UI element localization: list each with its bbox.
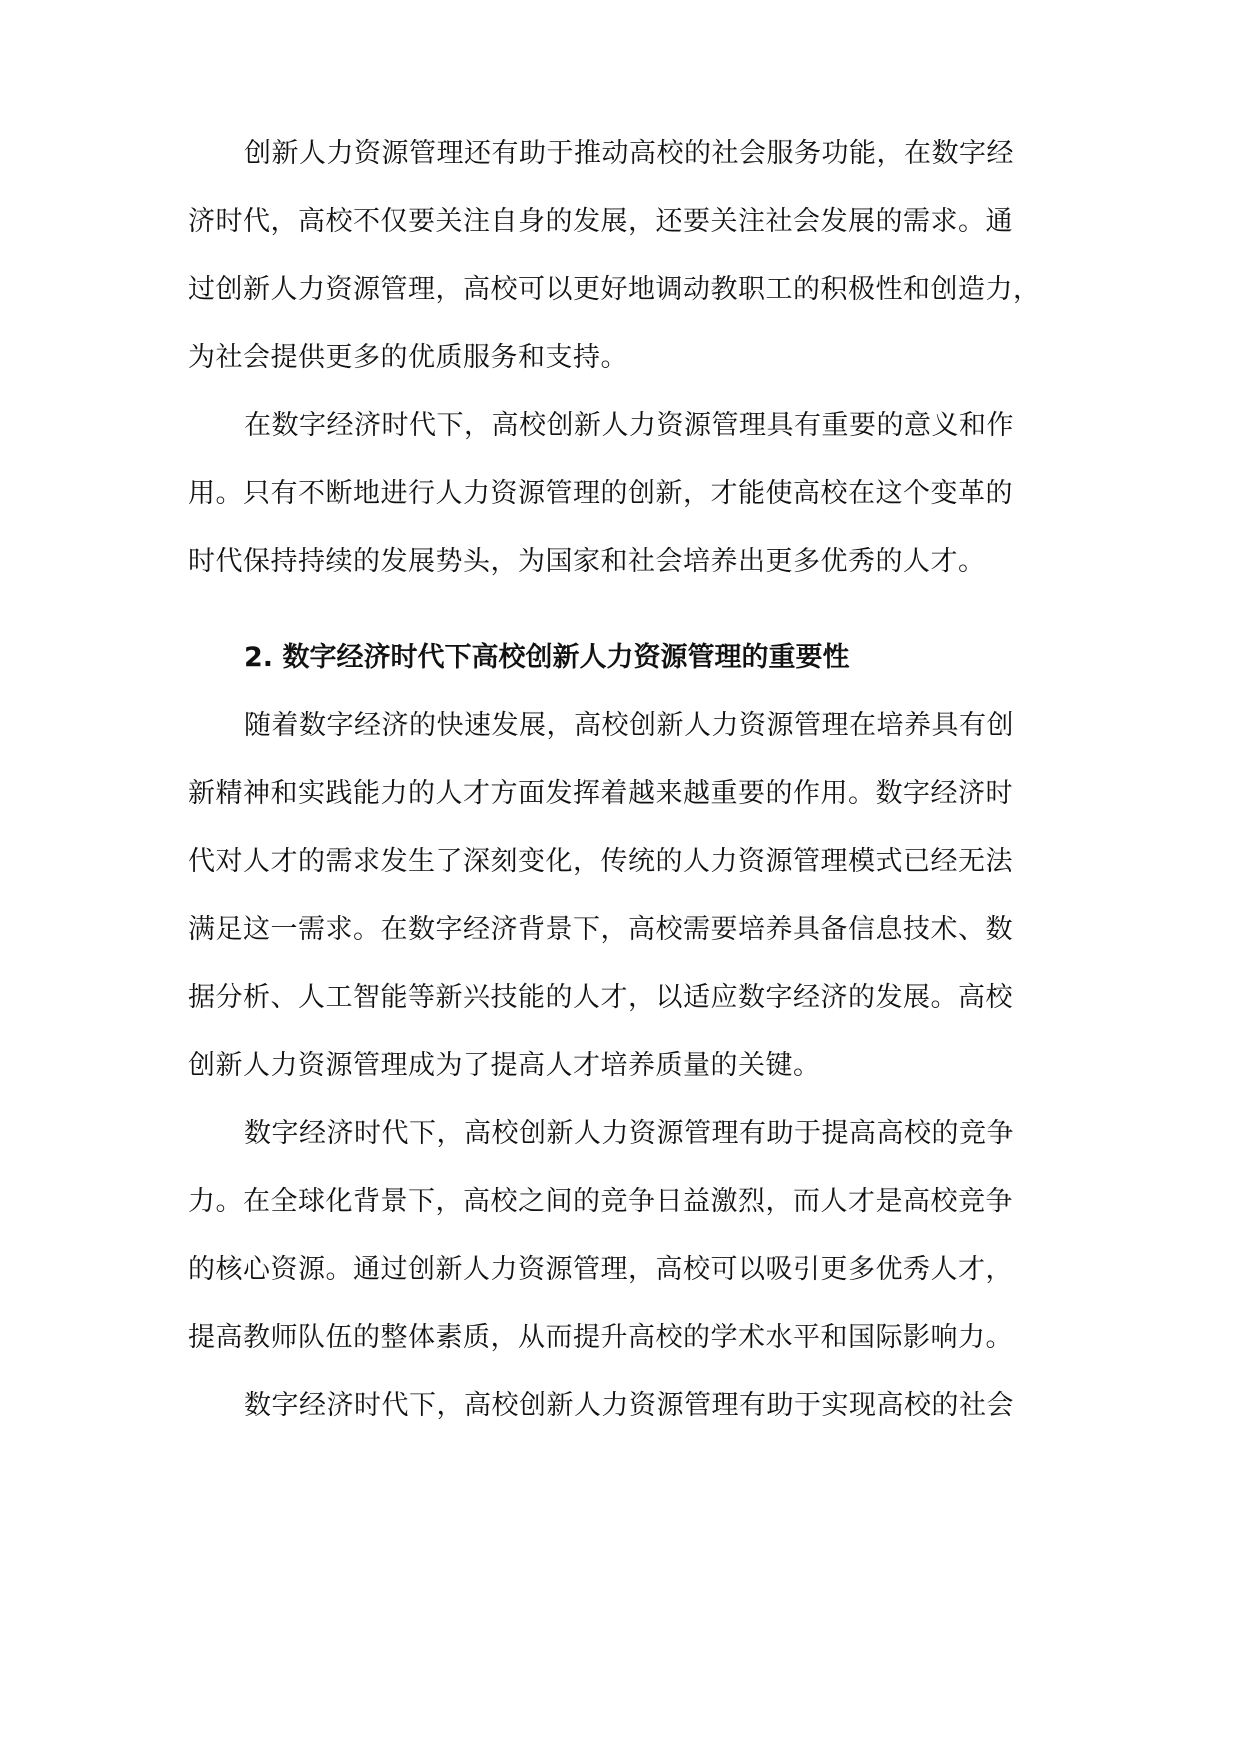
paragraph-4-line-1: 数字经济时代下，高校创新人力资源管理有助于提高高校的竞争 — [244, 1118, 1014, 1149]
paragraph-1-line-2: 济时代，高校不仅要关注自身的发展，还要关注社会发展的需求。通 — [188, 206, 1013, 237]
paragraph-1-line-4: 为社会提供更多的优质服务和支持。 — [188, 342, 628, 373]
paragraph-1-line-3: 过创新人力资源管理，高校可以更好地调动教职工的积极性和创造力， — [188, 274, 1041, 305]
paragraph-4-line-2: 力。在全球化背景下，高校之间的竞争日益激烈，而人才是高校竞争 — [188, 1186, 1013, 1217]
paragraph-4-line-4: 提高教师队伍的整体素质，从而提升高校的学术水平和国际影响力。 — [188, 1322, 1013, 1353]
paragraph-3-line-1: 随着数字经济的快速发展，高校创新人力资源管理在培养具有创 — [244, 710, 1014, 741]
paragraph-2-line-1: 在数字经济时代下，高校创新人力资源管理具有重要的意义和作 — [244, 410, 1014, 441]
paragraph-3-line-5: 据分析、人工智能等新兴技能的人才，以适应数字经济的发展。高校 — [188, 982, 1013, 1013]
paragraph-2-line-2: 用。只有不断地进行人力资源管理的创新，才能使高校在这个变革的 — [188, 478, 1013, 509]
paragraph-3-line-4: 满足这一需求。在数字经济背景下，高校需要培养具备信息技术、数 — [188, 914, 1013, 945]
paragraph-3-line-6: 创新人力资源管理成为了提高人才培养质量的关键。 — [188, 1050, 821, 1081]
paragraph-2-line-3: 时代保持持续的发展势头，为国家和社会培养出更多优秀的人才。 — [188, 546, 986, 577]
paragraph-3-line-2: 新精神和实践能力的人才方面发挥着越来越重要的作用。数字经济时 — [188, 778, 1013, 809]
paragraph-1-line-1: 创新人力资源管理还有助于推动高校的社会服务功能，在数字经 — [244, 138, 1014, 169]
paragraph-4-line-3: 的核心资源。通过创新人力资源管理，高校可以吸引更多优秀人才， — [188, 1254, 1013, 1285]
paragraph-5-line-1: 数字经济时代下，高校创新人力资源管理有助于实现高校的社会 — [244, 1390, 1014, 1421]
paragraph-3-line-3: 代对人才的需求发生了深刻变化，传统的人力资源管理模式已经无法 — [188, 846, 1013, 877]
section-heading: 2. 数字经济时代下高校创新人力资源管理的重要性 — [244, 642, 850, 673]
